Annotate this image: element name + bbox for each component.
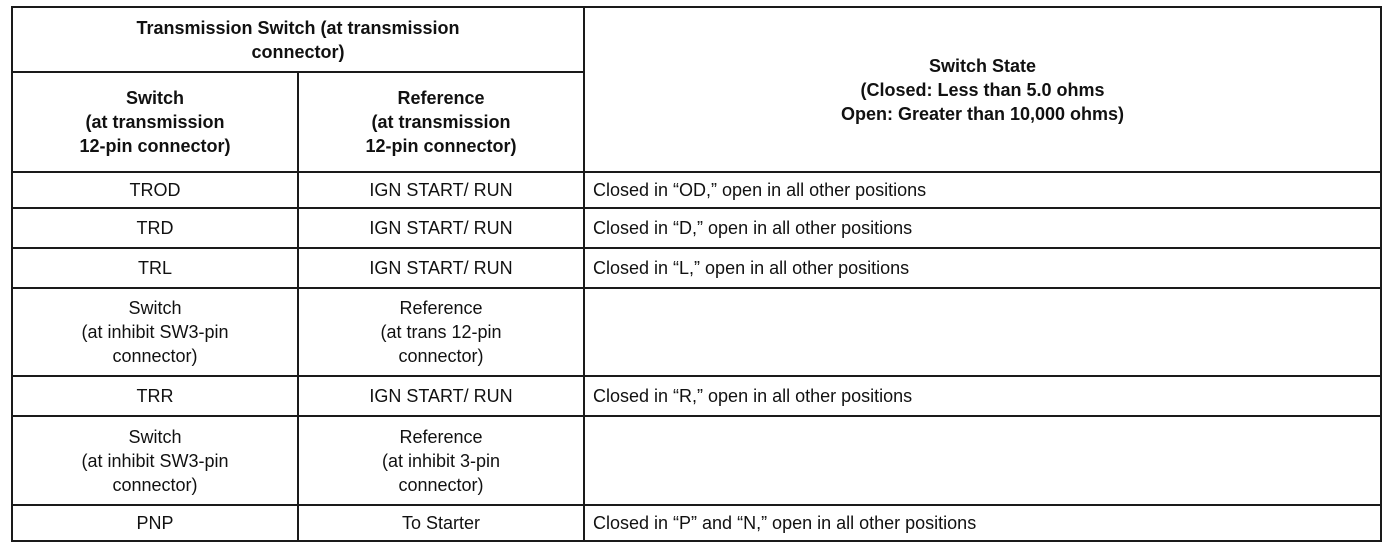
reference-cell: IGN START/ RUN xyxy=(298,172,584,208)
reference-cell: IGN START/ RUN xyxy=(298,376,584,416)
switch-cell: PNP xyxy=(12,505,298,541)
reference-cell: Reference (at trans 12-pin connector) xyxy=(298,288,584,376)
state-cell xyxy=(584,416,1381,505)
switch-cell: TRD xyxy=(12,208,298,248)
table-row xyxy=(12,208,1381,248)
switch-cell: TRL xyxy=(12,248,298,288)
reference-cell: IGN START/ RUN xyxy=(298,208,584,248)
reference-cell: IGN START/ RUN xyxy=(298,248,584,288)
state-cell: Closed in “L,” open in all other positions xyxy=(584,248,1381,288)
transmission-switch-table xyxy=(11,6,1382,542)
reference-cell: Reference (at inhibit 3-pin connector) xyxy=(298,416,584,505)
switch-cell: Switch (at inhibit SW3-pin connector) xyxy=(12,288,298,376)
group-header-cell: Transmission Switch (at transmission connector) xyxy=(12,7,584,72)
table-row xyxy=(12,505,1381,541)
table-row xyxy=(12,172,1381,208)
switch-cell: TRR xyxy=(12,376,298,416)
state-cell: Closed in “R,” open in all other positions xyxy=(584,376,1381,416)
switch-column-header: Switch (at transmission 12-pin connector) xyxy=(12,72,298,172)
state-cell xyxy=(584,288,1381,376)
switch-state-header: Switch State (Closed: Less than 5.0 ohms Open: Greater than 10,000 ohms) xyxy=(584,7,1381,172)
switch-cell: TROD xyxy=(12,172,298,208)
reference-column-header: Reference (at transmission 12-pin connector) xyxy=(298,72,584,172)
state-cell: Closed in “OD,” open in all other positions xyxy=(584,172,1381,208)
table-row xyxy=(12,248,1381,288)
reference-cell: To Starter xyxy=(298,505,584,541)
table-row xyxy=(12,376,1381,416)
header-row-group xyxy=(12,7,1381,72)
switch-cell: Switch (at inhibit SW3-pin connector) xyxy=(12,416,298,505)
state-cell: Closed in “D,” open in all other positions xyxy=(584,208,1381,248)
state-cell: Closed in “P” and “N,” open in all other positions xyxy=(584,505,1381,541)
table-row xyxy=(12,288,1381,376)
table-row xyxy=(12,416,1381,505)
